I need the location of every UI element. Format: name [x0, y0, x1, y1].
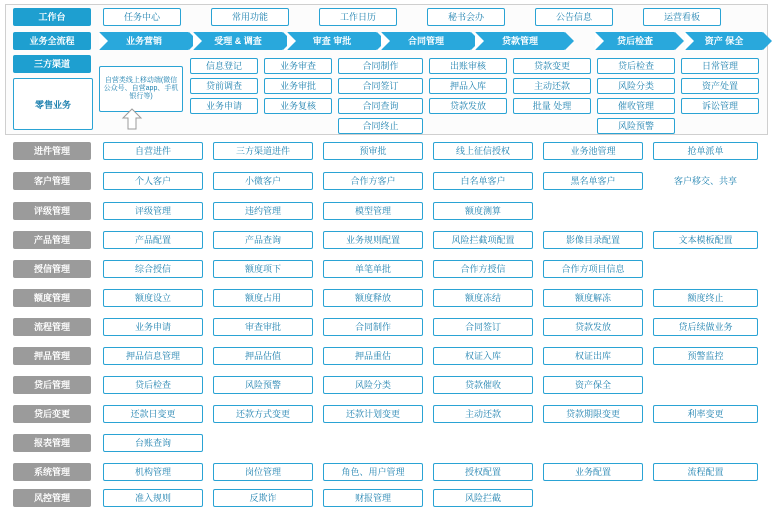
top-item-announcements[interactable]: 公告信息 — [535, 8, 613, 26]
row-product-item-2[interactable]: 产品查询 — [213, 231, 313, 249]
row-quota-item-5[interactable]: 额度解冻 — [543, 289, 643, 307]
row-label-collateral: 押品管理 — [13, 347, 91, 365]
top-item-secretary[interactable]: 秘书会办 — [427, 8, 505, 26]
top-col7-item1[interactable]: 日常管理 — [681, 58, 759, 74]
row-credit-item-3[interactable]: 单笔单批 — [323, 260, 423, 278]
row-system-item-6[interactable]: 流程配置 — [653, 463, 758, 481]
row-collateral-item-3[interactable]: 押品重估 — [323, 347, 423, 365]
row-collateral-item-2[interactable]: 押品估值 — [213, 347, 313, 365]
row-label-risk-control: 风控管理 — [13, 489, 91, 507]
top-col5-item1[interactable]: 贷款变更 — [513, 58, 591, 74]
row-customer-item-3[interactable]: 合作方客户 — [323, 172, 423, 190]
row-quota-item-4[interactable]: 额度冻结 — [433, 289, 533, 307]
top-item-task-center[interactable]: 任务中心 — [103, 8, 181, 26]
top-item-work-calendar[interactable]: 工作日历 — [319, 8, 397, 26]
row-rating-item-4[interactable]: 额度测算 — [433, 202, 533, 220]
row-rating-item-2[interactable]: 违约管理 — [213, 202, 313, 220]
row-collateral-item-5[interactable]: 权证出库 — [543, 347, 643, 365]
row-system-item-2[interactable]: 岗位管理 — [213, 463, 313, 481]
top-col3-item3[interactable]: 合同查询 — [338, 98, 423, 114]
row-customer-item-1[interactable]: 个人客户 — [103, 172, 203, 190]
row-post-loan-change-item-2[interactable]: 还款方式变更 — [213, 405, 313, 423]
third-party-channel-label: 三方渠道 — [13, 55, 91, 73]
top-col4-item1[interactable]: 出账审核 — [429, 58, 507, 74]
top-col7-item2[interactable]: 资产处置 — [681, 78, 759, 94]
row-post-loan-change-item-3[interactable]: 还款计划变更 — [323, 405, 423, 423]
stage-marketing[interactable]: 业务营销 — [99, 32, 189, 50]
row-customer-item-2[interactable]: 小微客户 — [213, 172, 313, 190]
row-label-quota: 额度管理 — [13, 289, 91, 307]
row-customer-item-6[interactable]: 客户移交、共享 — [653, 172, 758, 190]
stage-contract-management[interactable]: 合同管理 — [381, 32, 471, 50]
row-process-item-1[interactable]: 业务申请 — [103, 318, 203, 336]
row-risk-control-item-2[interactable]: 反欺诈 — [213, 489, 313, 507]
row-system-item-5[interactable]: 业务配置 — [543, 463, 643, 481]
top-col2-item2[interactable]: 业务审批 — [264, 78, 332, 94]
row-collateral-item-4[interactable]: 权证入库 — [433, 347, 533, 365]
top-col7-item3[interactable]: 诉讼管理 — [681, 98, 759, 114]
stage-loan-management[interactable]: 贷款管理 — [475, 32, 565, 50]
row-quota-item-3[interactable]: 额度释放 — [323, 289, 423, 307]
row-intake-item-6[interactable]: 抢单派单 — [653, 142, 758, 160]
row-process-item-4[interactable]: 合同签订 — [433, 318, 533, 336]
row-credit-item-1[interactable]: 综合授信 — [103, 260, 203, 278]
row-collateral-item-6[interactable]: 预警监控 — [653, 347, 758, 365]
row-intake-item-2[interactable]: 三方渠道进件 — [213, 142, 313, 160]
row-label-system: 系统管理 — [13, 463, 91, 481]
row-report-item-1[interactable]: 台账查询 — [103, 434, 203, 452]
row-quota-item-1[interactable]: 额度设立 — [103, 289, 203, 307]
row-risk-control-item-3[interactable]: 财报管理 — [323, 489, 423, 507]
row-system-item-3[interactable]: 角色、用户管理 — [323, 463, 423, 481]
top-col3-item2[interactable]: 合同签订 — [338, 78, 423, 94]
top-col3-item1[interactable]: 合同制作 — [338, 58, 423, 74]
row-product-item-4[interactable]: 风险拦截项配置 — [433, 231, 533, 249]
full-process-label: 业务全流程 — [13, 32, 91, 50]
row-credit-item-4[interactable]: 合作方授信 — [433, 260, 533, 278]
row-label-product: 产品管理 — [13, 231, 91, 249]
row-post-loan-change-item-1[interactable]: 还款日变更 — [103, 405, 203, 423]
row-label-report: 报表管理 — [13, 434, 91, 452]
top-col3-item4[interactable]: 合同终止 — [338, 118, 423, 134]
stage-post-loan-check[interactable]: 贷后检查 — [595, 32, 675, 50]
top-col6-item2[interactable]: 风险分类 — [597, 78, 675, 94]
row-intake-item-1[interactable]: 自营进件 — [103, 142, 203, 160]
row-process-item-3[interactable]: 合同制作 — [323, 318, 423, 336]
stage-asset-preservation[interactable]: 资产 保全 — [685, 32, 763, 50]
row-rating-item-1[interactable]: 评级管理 — [103, 202, 203, 220]
row-process-item-6[interactable]: 贷后续做业务 — [653, 318, 758, 336]
row-risk-control-item-4[interactable]: 风险拦截 — [433, 489, 533, 507]
row-label-process: 流程管理 — [13, 318, 91, 336]
top-col2-item3[interactable]: 业务复核 — [264, 98, 332, 114]
row-label-rating: 评级管理 — [13, 202, 91, 220]
top-col5-item3[interactable]: 批量 处理 — [513, 98, 591, 114]
row-collateral-item-1[interactable]: 押品信息管理 — [103, 347, 203, 365]
row-product-item-1[interactable]: 产品配置 — [103, 231, 203, 249]
top-col2-item1[interactable]: 业务审查 — [264, 58, 332, 74]
row-post-loan-item-5[interactable]: 资产保全 — [543, 376, 643, 394]
row-label-post-loan: 贷后管理 — [13, 376, 91, 394]
row-risk-control-item-1[interactable]: 准入规则 — [103, 489, 203, 507]
row-quota-item-6[interactable]: 额度终止 — [653, 289, 758, 307]
row-quota-item-2[interactable]: 额度占用 — [213, 289, 313, 307]
row-intake-item-5[interactable]: 业务池管理 — [543, 142, 643, 160]
row-post-loan-item-2[interactable]: 风险预警 — [213, 376, 313, 394]
top-item-common-functions[interactable]: 常用功能 — [211, 8, 289, 26]
top-col1-item1[interactable]: 信息登记 — [190, 58, 258, 74]
top-col4-item2[interactable]: 押品入库 — [429, 78, 507, 94]
row-product-item-3[interactable]: 业务规则配置 — [323, 231, 423, 249]
stage-review-approval[interactable]: 审查 审批 — [287, 32, 377, 50]
top-col4-item3[interactable]: 贷款发放 — [429, 98, 507, 114]
top-col1-item2[interactable]: 贷前调查 — [190, 78, 258, 94]
row-process-item-5[interactable]: 贷款发放 — [543, 318, 643, 336]
row-intake-item-3[interactable]: 预审批 — [323, 142, 423, 160]
row-rating-item-3[interactable]: 模型管理 — [323, 202, 423, 220]
row-credit-item-5[interactable]: 合作方项目信息 — [543, 260, 643, 278]
retail-business-panel[interactable]: 零售业务 — [13, 78, 93, 130]
row-customer-item-5[interactable]: 黑名单客户 — [543, 172, 643, 190]
row-credit-item-2[interactable]: 额度项下 — [213, 260, 313, 278]
row-label-customer: 客户管理 — [13, 172, 91, 190]
row-post-loan-item-4[interactable]: 贷款催收 — [433, 376, 533, 394]
row-post-loan-change-item-5[interactable]: 贷款期限变更 — [543, 405, 643, 423]
workbench-label: 工作台 — [13, 8, 91, 26]
row-intake-item-4[interactable]: 线上征信授权 — [433, 142, 533, 160]
top-col6-item3[interactable]: 催收管理 — [597, 98, 675, 114]
top-col1-item3[interactable]: 业务申请 — [190, 98, 258, 114]
row-post-loan-item-1[interactable]: 贷后检查 — [103, 376, 203, 394]
top-col6-item1[interactable]: 贷后检查 — [597, 58, 675, 74]
row-label-intake: 进件管理 — [13, 142, 91, 160]
stage-acceptance-survey[interactable]: 受理 & 调查 — [193, 32, 283, 50]
row-label-post-loan-change: 贷后变更 — [13, 405, 91, 423]
row-label-credit: 授信管理 — [13, 260, 91, 278]
row-post-loan-change-item-6[interactable]: 利率变更 — [653, 405, 758, 423]
row-system-item-4[interactable]: 授权配置 — [433, 463, 533, 481]
row-system-item-1[interactable]: 机构管理 — [103, 463, 203, 481]
row-product-item-5[interactable]: 影像目录配置 — [543, 231, 643, 249]
row-process-item-2[interactable]: 审查审批 — [213, 318, 313, 336]
row-customer-item-4[interactable]: 白名单客户 — [433, 172, 533, 190]
row-post-loan-change-item-4[interactable]: 主动还款 — [433, 405, 533, 423]
row-post-loan-item-3[interactable]: 风险分类 — [323, 376, 423, 394]
top-col6-item4[interactable]: 风险预警 — [597, 118, 675, 134]
arrow-up-icon — [121, 108, 143, 130]
top-col5-item2[interactable]: 主动还款 — [513, 78, 591, 94]
top-item-ops-dashboard[interactable]: 运营看板 — [643, 8, 721, 26]
row-product-item-6[interactable]: 文本模板配置 — [653, 231, 758, 249]
channel-note-box: 自营类线上移动端(微信公众号、自营app、手机银行等) — [99, 66, 183, 112]
